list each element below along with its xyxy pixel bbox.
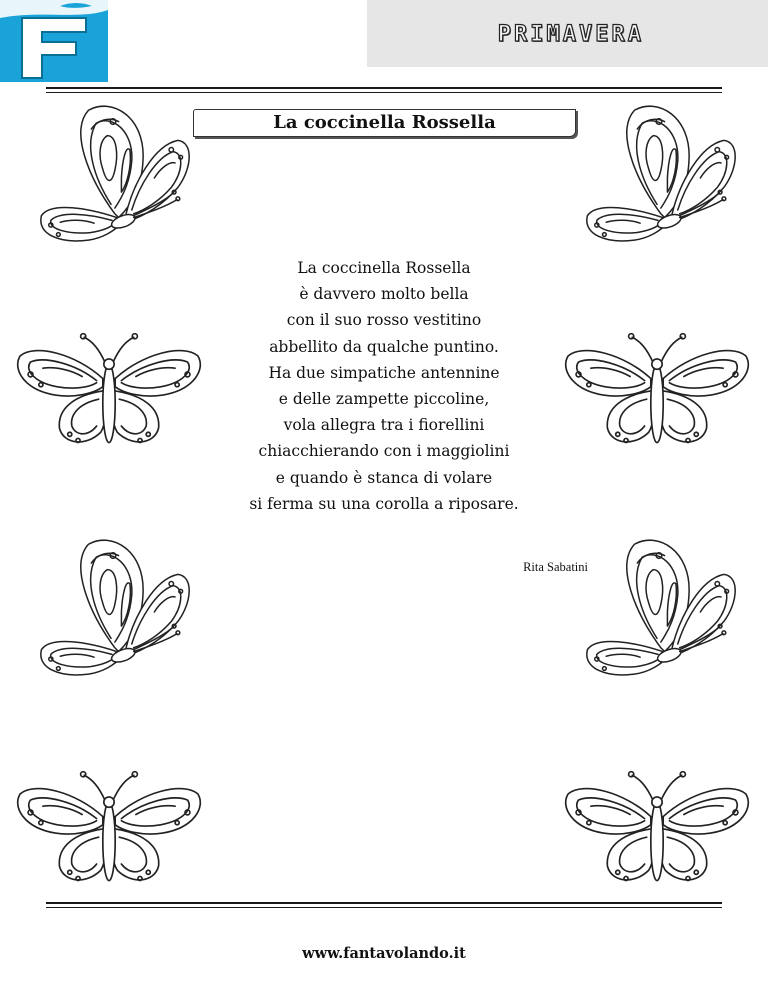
poem-author: Rita Sabatini [523,560,588,574]
poem-line: vola allegra tra i fiorellini [283,416,485,435]
bottom-divider [46,902,722,904]
section-label: PRIMAVERA [497,22,644,47]
poem-line: e delle zampette piccoline, [278,390,490,409]
butterfly-front-icon [14,330,204,455]
poem-line: Ha due simpatiche antennine [268,363,500,382]
poem-line: si ferma su una corolla a riposare. [249,494,519,513]
butterfly-front-icon [14,768,204,893]
butterfly-side-icon [32,98,192,258]
butterfly-side-icon [32,532,192,692]
poem-line: e quando è stanca di volare [275,468,493,487]
logo-f-icon [0,0,108,82]
poem-body [190,255,578,517]
footer-website-link[interactable]: www.fantavolando.it [302,945,466,962]
poem-line: abbellito da qualche puntino. [269,337,499,356]
butterfly-front-icon [562,330,752,455]
poem-title: La coccinella Rossella [193,109,576,137]
bottom-divider-thin [46,907,722,908]
site-logo[interactable] [0,0,108,82]
top-divider [46,87,722,89]
poem-line: con il suo rosso vestitino [286,311,482,330]
poem-line: La coccinella Rossella [297,259,471,277]
top-divider-thin [46,92,722,93]
butterfly-side-icon [578,532,738,692]
poem-line: chiacchierando con i maggiolini [258,442,510,461]
poem-line: è davvero molto bella [299,285,469,304]
butterfly-front-icon [562,768,752,893]
butterfly-side-icon [578,98,738,258]
